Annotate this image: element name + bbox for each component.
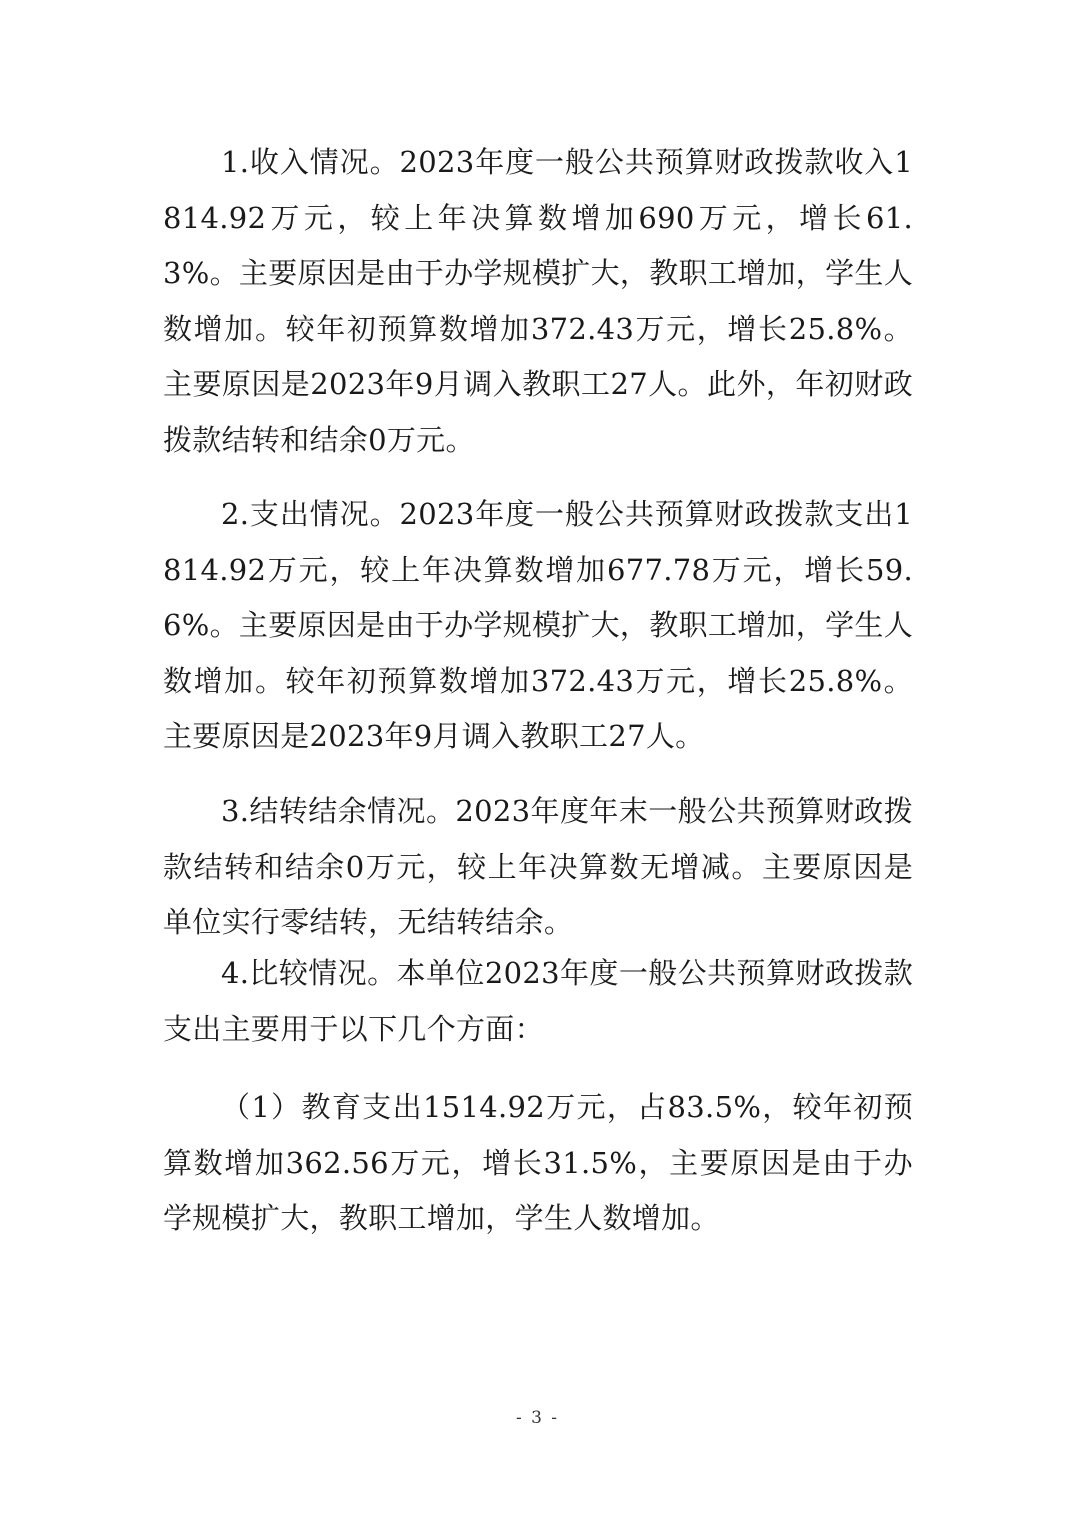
paragraph-income: 1.收入情况。2023年度一般公共预算财政拨款收入1814.92万元，较上年决算数增加690万元，增长61.3%。主要原因是由于办学规模扩大，教职工增加，学生人数增加。较年初预算数增加372.43万元，增长25.8%。主要原因是2023年9月调入教职工27人。此外，年初财政拨款结转和结余0万元。	[163, 145, 913, 457]
paragraph-comparison: 4.比较情况。本单位2023年度一般公共预算财政拨款支出主要用于以下几个方面：	[163, 956, 913, 1046]
page-number: - 3 -	[515, 1408, 560, 1428]
paragraph-education-expenditure: （1）教育支出1514.92万元，占83.5%，较年初预算数增加362.56万元，增长31.5%，主要原因是由于办学规模扩大，教职工增加，学生人数增加。	[163, 1090, 913, 1235]
paragraph-expenditure: 2.支出情况。2023年度一般公共预算财政拨款支出1814.92万元，较上年决算数增加677.78万元，增长59.6%。主要原因是由于办学规模扩大，教职工增加，学生人数增加。较年初预算数增加372.43万元，增长25.8%。主要原因是2023年9月调入教职工27人。	[163, 497, 913, 753]
paragraph-carryover: 3.结转结余情况。2023年度年末一般公共预算财政拨款结转和结余0万元，较上年决算数无增减。主要原因是单位实行零结转，无结转结余。	[163, 794, 913, 939]
